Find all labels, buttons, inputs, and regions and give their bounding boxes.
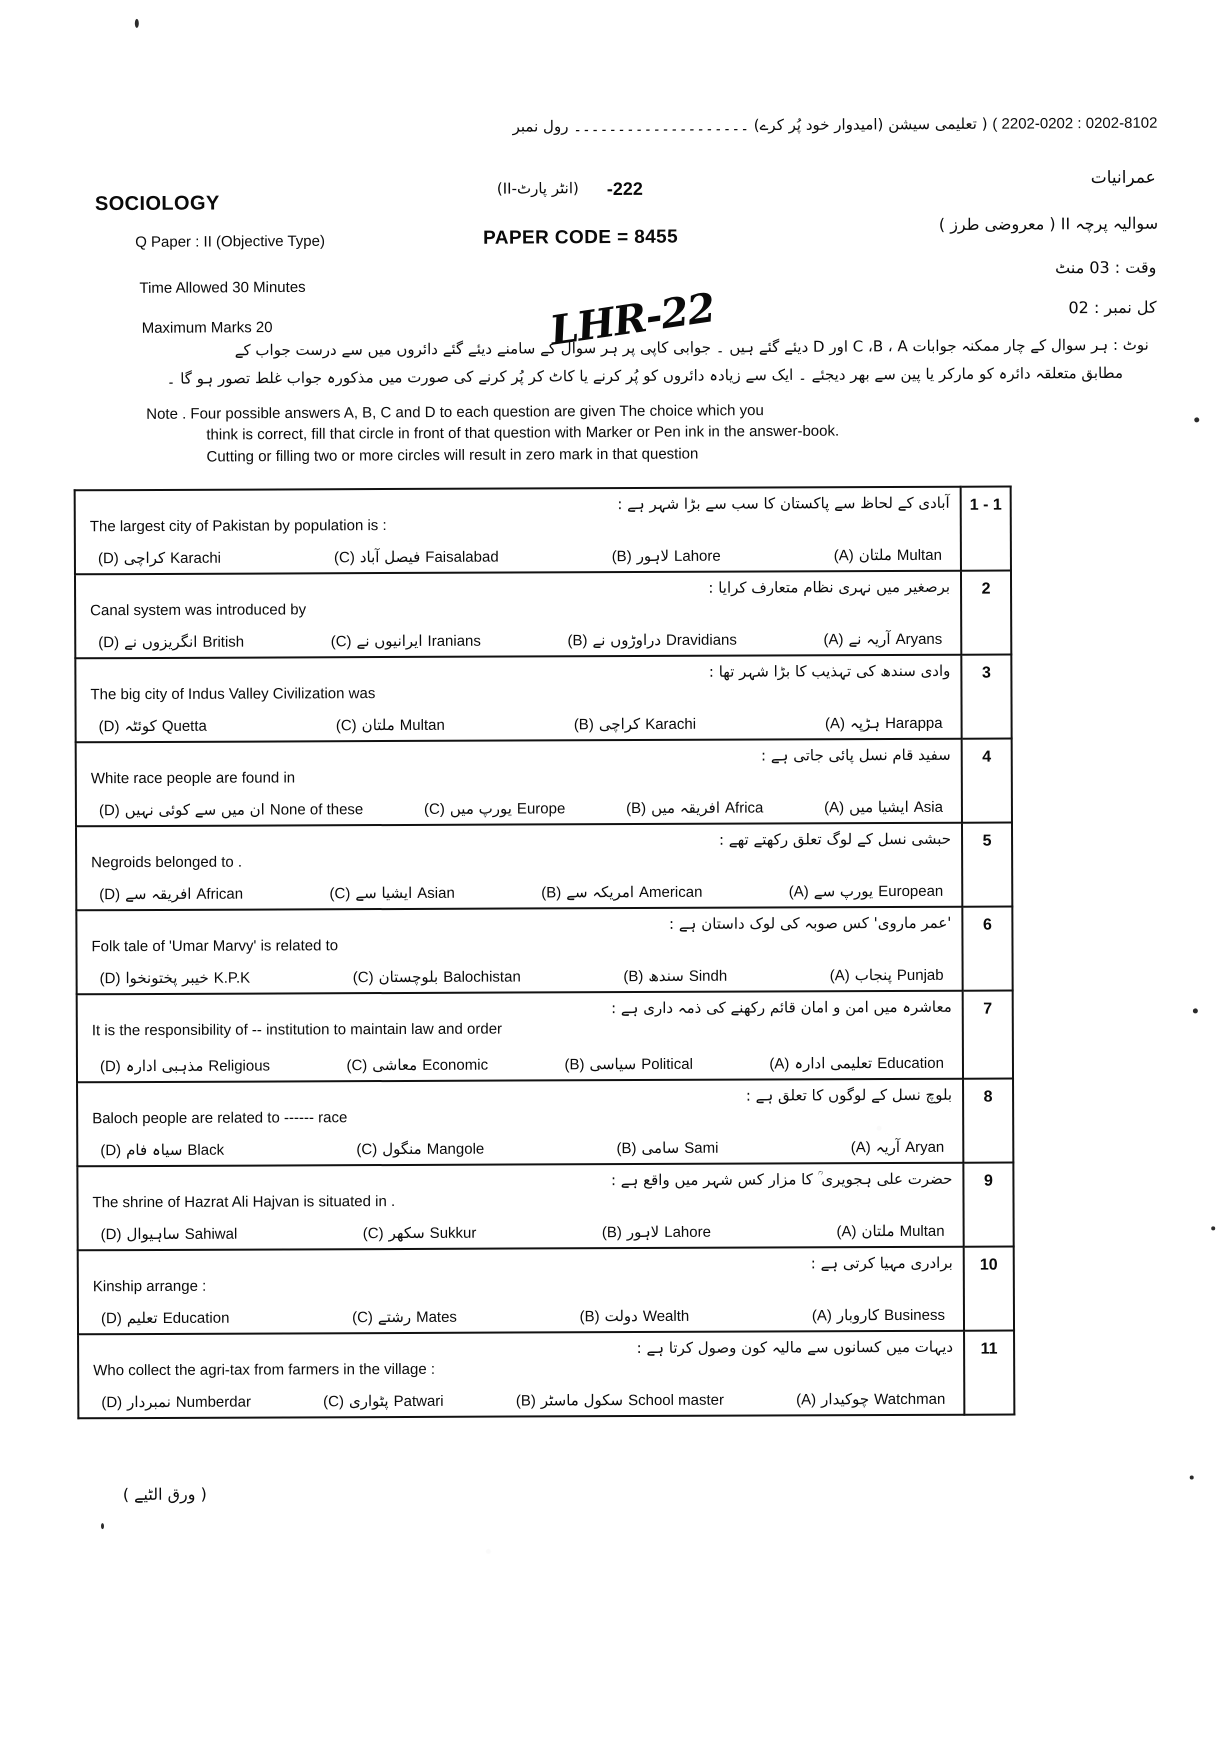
option-text-english: Multan [399,716,445,734]
question-row [76,907,1012,995]
option-b[interactable] [626,799,763,818]
note-english-line-1: Note . Four possible answers A, B, C and D to each question are given The choice which you [146,402,764,423]
option-d[interactable] [100,1141,224,1159]
option-d[interactable] [99,800,363,819]
option-d[interactable] [98,549,221,567]
option-list [79,1390,963,1412]
option-text-urdu: سندھ [648,966,684,985]
option-a[interactable] [851,1138,945,1156]
option-d[interactable] [99,885,243,904]
question-text-english: Baloch people are related to ------ race [92,1109,348,1128]
question-text-urdu: حضرت علی ہجویری ؒ کا مزار کس شہر میں واقع ہے : [610,1169,953,1190]
option-list [78,1054,962,1076]
paper-serial-number: -222 [606,178,643,200]
option-b[interactable] [580,1307,690,1325]
question-paper-type: Q Paper : II (Objective Type) [135,232,326,251]
question-text-english: The big city of Indus Valley Civilization was [90,685,376,704]
option-a[interactable] [796,1390,945,1409]
question-text-english: Who collect the agri-tax from farmers in the village : [93,1360,436,1380]
option-text-urdu: یورپ میں [449,799,512,818]
scan-speck [1190,1475,1194,1479]
roll-number-label-urdu: رول نمبر [512,117,569,136]
option-c[interactable] [334,548,499,567]
option-a[interactable] [789,882,944,901]
option-label: (A) [824,715,846,733]
option-d[interactable] [101,1225,238,1244]
option-label: (B) [601,1224,622,1242]
question-cell [75,487,961,575]
option-b[interactable] [623,967,727,985]
option-text-english: Punjab [896,966,944,984]
option-text-english: Balochistan [443,968,521,986]
option-text-english: Black [187,1141,225,1159]
question-row [76,739,1012,827]
question-cell [75,571,961,659]
question-text-english: Kinship arrange : [92,1277,207,1296]
option-text-english: Iranians [427,632,481,650]
question-row [78,1247,1014,1335]
option-label: (D) [97,550,119,568]
option-label: (D) [100,1142,122,1160]
option-text-urdu: لاہور [626,1222,660,1242]
option-text-english: Dravidians [665,631,737,649]
option-text-urdu: لاہور [636,546,670,566]
option-label: (B) [579,1308,600,1326]
question-number: 5 [962,823,1012,907]
option-label: (D) [100,1310,122,1328]
option-label: (D) [98,634,120,652]
option-a[interactable] [824,798,943,816]
option-text-english: British [202,633,245,651]
handwritten-lhr-stamp: LHR-22 [547,284,718,355]
option-text-urdu: مذہبی ادارہ [125,1056,204,1076]
question-number: 7 [963,991,1013,1079]
option-c[interactable] [323,1392,444,1410]
candidate-fill-note-urdu: (امیدوار خود پُر کرے) [753,115,884,135]
option-text-urdu: کراچی [123,548,166,568]
note-urdu-line-2: مطابق متعلقہ دائرہ کو مارکر یا پین سے بھر دیجئے ۔ ایک سے زیادہ دائروں کو پُر کرنے یا کاٹ کر پُر کرنے کی صورت میں مذکورہ جواب غلط تصور ہو گا ۔ [166,363,1124,388]
option-label: (A) [811,1307,832,1325]
option-d[interactable] [100,1057,270,1076]
option-label: (B) [626,799,647,818]
option-text-urdu: سیاسی [589,1055,637,1074]
question-row [75,487,1011,575]
option-d[interactable] [99,717,207,735]
option-b[interactable] [602,1223,711,1241]
option-b[interactable] [541,883,702,902]
question-row [77,1163,1013,1251]
maximum-marks: Maximum Marks 20 [141,319,273,337]
option-label: (A) [829,967,850,985]
option-label: (C) [352,1309,373,1327]
option-text-english: African [196,885,244,903]
option-list [77,882,961,904]
question-text-urdu: برصغیر میں نہری نظام متعارف کرایا : [708,577,951,597]
option-b[interactable] [516,1391,724,1410]
option-text-english: Economic [422,1056,489,1074]
note-english-line-3: Cutting or filling two or more circles will result in zero mark in that question [206,445,699,466]
option-b[interactable] [567,631,737,650]
option-c[interactable] [352,1308,457,1326]
option-text-urdu: دراوڑوں نے [592,630,662,650]
option-c[interactable] [424,799,565,818]
option-a[interactable] [830,966,944,984]
option-text-urdu: رشتے [377,1307,412,1327]
question-cell [76,739,962,827]
option-label: (D) [100,1226,122,1244]
note-english-line-2: think is correct, fill that circle in front of that question with Marker or Pen ink in the answer-book. [206,422,840,444]
option-text-urdu: معاشی [372,1055,418,1075]
option-text-english: Business [884,1306,946,1325]
option-text-english: European [878,882,944,901]
option-label: (C) [329,885,351,903]
paper-label-urdu: سوالیہ پرچہ II ( معروضی طرز ) [938,213,1159,234]
question-text-urdu: برادری مہیا کرتی ہے : [810,1253,953,1273]
option-text-english: Asian [417,884,455,902]
option-text-urdu: پٹواری [348,1392,389,1411]
option-text-urdu: سکھر [388,1223,425,1243]
option-text-urdu: یورپ سے [813,882,874,901]
option-text-english: American [639,883,703,902]
time-allowed: Time Allowed 30 Minutes [139,278,306,297]
option-text-urdu: آریہ [875,1137,901,1157]
option-text-english: Aryan [905,1138,945,1156]
option-b[interactable] [574,715,696,733]
option-c[interactable] [329,884,454,903]
question-text-urdu: آبادی کے لحاظ سے پاکستان کا سب سے بڑا شہر ہے : [617,493,950,514]
option-list [76,630,960,652]
option-label: (A) [788,883,809,901]
question-text-english: It is the responsibility of -- institution to maintain law and order [91,1020,503,1040]
option-text-urdu: ایشیا سے [355,883,413,903]
turn-over-note: ( ورق الٹیے ) [122,1484,207,1504]
question-number: 11 [964,1331,1014,1415]
subject-title-english: SOCIOLOGY [94,192,220,216]
option-list [78,1138,962,1160]
question-row [78,1331,1014,1419]
option-text-urdu: کاروبار [836,1306,880,1325]
option-text-english: Multan [899,1222,945,1240]
option-text-urdu: افریقہ سے [125,884,192,904]
question-number: 2 [961,571,1011,655]
option-text-english: Africa [724,799,764,817]
option-label: (B) [623,968,644,986]
option-label: (C) [323,1393,345,1411]
option-d[interactable] [101,1309,230,1328]
note-urdu-line-1: نوٹ : ہر سوال کے چار ممکنہ جوابات A ، B، C اور D دیئے گئے ہیں ۔ جوابی کاپی پر ہر سوال کے سامنے دیئے گئے دائروں میں سے درست جواب کے [234,335,1149,360]
option-text-english: Watchman [874,1390,946,1409]
question-cell [76,823,962,911]
question-number: 3 [961,655,1011,739]
option-text-urdu: ساہیوال [126,1224,180,1244]
option-text-urdu: ملتان [361,716,395,735]
question-cell [76,907,962,995]
option-text-urdu: ان میں سے کوئی نہیں [124,800,265,820]
option-text-urdu: ایشیا میں [849,797,909,817]
question-text-urdu: وادی سندھ کی تہذیب کا بڑا شہر تھا : [708,661,951,681]
questions-table [74,486,1016,1420]
option-label: (A) [824,799,845,817]
option-label: (D) [99,1058,121,1076]
option-list [76,546,960,568]
option-label: (C) [330,633,352,651]
question-number: 4 [962,739,1012,823]
option-text-english: Wealth [642,1307,690,1326]
option-text-english: Lahore [673,547,721,565]
option-label: (C) [362,1225,384,1243]
option-a[interactable] [834,546,942,564]
question-text-urdu: سفید قام نسل پائی جاتی ہے : [760,745,951,765]
option-text-urdu: ملتان [858,546,892,565]
option-label: (A) [769,1055,790,1073]
option-text-english: Lahore [664,1223,711,1241]
option-text-urdu: نمبردار [127,1392,171,1412]
option-list [79,1222,963,1244]
question-text-urdu: 'عمر ماروی' کس صوبہ کی لوک داستان ہے : [668,913,952,933]
option-label: (B) [564,1056,585,1074]
time-allowed-urdu: وقت : 30 منٹ [1055,257,1157,278]
option-label: (A) [796,1391,817,1409]
option-c[interactable] [336,716,445,734]
roll-number-blank[interactable]: ۔۔۔۔۔۔۔۔۔۔۔۔۔۔۔۔۔۔۔۔ [573,116,750,136]
option-text-urdu: تعلیمی ادارہ [794,1054,873,1073]
question-text-english: White race people are found in [90,769,296,788]
option-text-english: Education [162,1309,230,1327]
option-d[interactable] [98,633,244,652]
option-text-urdu: ہڑپہ [849,714,881,733]
option-list [79,1306,963,1328]
subject-label-urdu: عمرانیات [1090,167,1156,189]
option-c[interactable] [331,632,481,651]
option-b[interactable] [564,1055,693,1074]
question-text-english: The largest city of Pakistan by population is : [89,517,387,536]
question-row [75,655,1011,743]
questions-table-body [75,487,1015,1419]
option-text-english: Sami [684,1139,719,1157]
question-text-urdu: دیہات میں کسانوں سے مالیہ کون وصول کرتا ہے : [636,1337,954,1358]
option-text-urdu: بلوچستان [378,967,439,987]
question-row [75,571,1011,659]
option-label: (C) [352,969,374,987]
option-text-urdu: سیاہ فام [126,1140,183,1160]
option-text-urdu: کوئٹہ [124,716,157,736]
option-text-english: Europe [516,800,566,818]
option-list [77,798,961,820]
option-a[interactable] [825,714,943,732]
option-label: (D) [99,886,121,904]
option-c[interactable] [363,1224,477,1242]
question-row [77,991,1013,1083]
option-text-urdu: آریہ نے [848,630,891,649]
option-text-urdu: ملتان [861,1222,895,1241]
scan-speck [135,19,139,28]
option-text-urdu: کراچی [598,715,641,734]
option-label: (C) [346,1057,368,1075]
scan-speck [1211,1226,1215,1230]
question-number: 1 - 1 [961,487,1011,571]
option-text-urdu: افریقہ میں [651,798,721,817]
question-cell [77,1079,963,1167]
part-label-urdu: (انٹر پارٹ-II) [496,179,579,198]
question-text-english: The shrine of Hazrat Ali Hajvan is situated in . [92,1193,396,1212]
option-label: (A) [850,1139,871,1157]
option-label: (D) [101,1394,123,1412]
scan-speck [1193,1008,1198,1013]
option-text-urdu: ایرانیوں نے [356,631,423,651]
option-text-english: Sukkur [429,1224,477,1242]
question-number: 6 [962,907,1012,991]
question-number: 9 [963,1163,1013,1247]
option-text-english: Karachi [170,549,222,567]
option-text-urdu: تعلیم [126,1308,158,1328]
option-label: (B) [616,1140,637,1158]
option-text-urdu: منگول [382,1139,422,1159]
question-number: 10 [964,1247,1014,1331]
option-label: (A) [823,631,844,649]
option-a[interactable] [823,630,942,648]
option-list [78,966,962,988]
question-number: 8 [963,1079,1013,1163]
roll-number-line [513,115,1158,136]
question-cell [78,1331,964,1419]
question-row [76,823,1012,911]
option-text-urdu: خیبر پختونخوا [125,968,209,988]
scan-speck [1194,417,1199,422]
paper-code: PAPER CODE = 8455 [483,226,679,249]
option-text-english: Karachi [645,715,697,734]
option-label: (C) [356,1141,378,1159]
option-label: (A) [836,1223,857,1241]
option-label: (A) [833,547,854,565]
option-label: (C) [335,717,357,735]
option-text-english: Sindh [688,967,728,985]
option-text-urdu: پنجاب [854,966,892,985]
option-text-urdu: چوکیدار [821,1390,870,1409]
option-text-english: Religious [208,1057,271,1075]
question-text-urdu: معاشرہ میں امن و امان قائم رکھنے کی ذمہ داری ہے : [611,997,952,1018]
option-text-urdu: انگریزوں نے [124,632,198,652]
option-c[interactable] [353,968,521,987]
scan-speck [101,1523,104,1529]
option-text-english: Quetta [161,717,207,735]
question-text-english: Negroids belonged to . [91,853,243,872]
option-label: (D) [98,802,120,820]
option-list [77,714,961,736]
question-text-english: Folk tale of 'Umar Marvy' is related to [91,937,339,956]
option-a[interactable] [812,1306,945,1325]
option-label: (B) [515,1392,536,1410]
option-text-urdu: فیصل آباد [359,547,421,567]
question-cell [77,991,963,1083]
option-label: (B) [541,884,562,902]
option-label: (C) [424,800,445,818]
option-text-english: Mangole [426,1140,485,1158]
option-text-english: Numberdar [175,1393,251,1411]
question-text-urdu: بلوچ نسل کے لوگوں کا تعلق ہے : [745,1085,953,1105]
option-text-urdu: سکول ماسٹر [540,1391,624,1410]
option-text-english: K.P.K [213,969,251,987]
question-text-urdu: حبشی نسل کے لوگ تعلق رکھتے تھے : [718,829,952,849]
option-text-urdu: دولت [604,1307,638,1326]
option-text-english: Mates [416,1308,457,1326]
option-text-english: Multan [896,546,942,564]
option-text-english: Patwari [393,1392,444,1411]
option-text-english: Asia [913,798,943,816]
option-text-urdu: سامی [641,1138,680,1158]
option-text-english: Education [877,1054,944,1073]
option-d[interactable] [101,1393,251,1412]
option-text-english: Harappa [885,714,943,733]
session-label-urdu: ( تعلیمی سیشن [888,114,988,134]
question-cell [78,1247,964,1335]
option-d[interactable] [100,969,251,988]
option-label: (B) [567,632,588,650]
option-b[interactable] [616,1139,718,1157]
option-text-english: Aryans [895,630,943,648]
session-years-text: 2018-2020 : 2020-2022 ) [992,114,1158,133]
option-label: (D) [99,970,121,988]
option-label: (D) [98,718,120,736]
option-c[interactable] [346,1056,488,1075]
option-text-english: Faisalabad [425,548,499,566]
option-label: (B) [573,716,594,734]
question-cell [77,1163,963,1251]
maximum-marks-urdu: کل نمبر : 20 [1068,297,1157,318]
option-b[interactable] [612,547,721,565]
option-text-urdu: امریکہ سے [566,883,635,902]
option-text-english: None of these [269,801,364,819]
question-cell [75,655,961,743]
option-text-english: Sahiwal [184,1225,238,1243]
option-a[interactable] [836,1222,944,1240]
question-row [77,1079,1013,1167]
option-text-english: Political [641,1055,693,1074]
option-text-english: School master [628,1391,724,1410]
option-c[interactable] [356,1140,484,1159]
option-label: (B) [611,548,632,566]
option-label: (C) [333,549,355,567]
option-a[interactable] [769,1054,944,1073]
question-text-english: Canal system was introduced by [90,601,307,620]
